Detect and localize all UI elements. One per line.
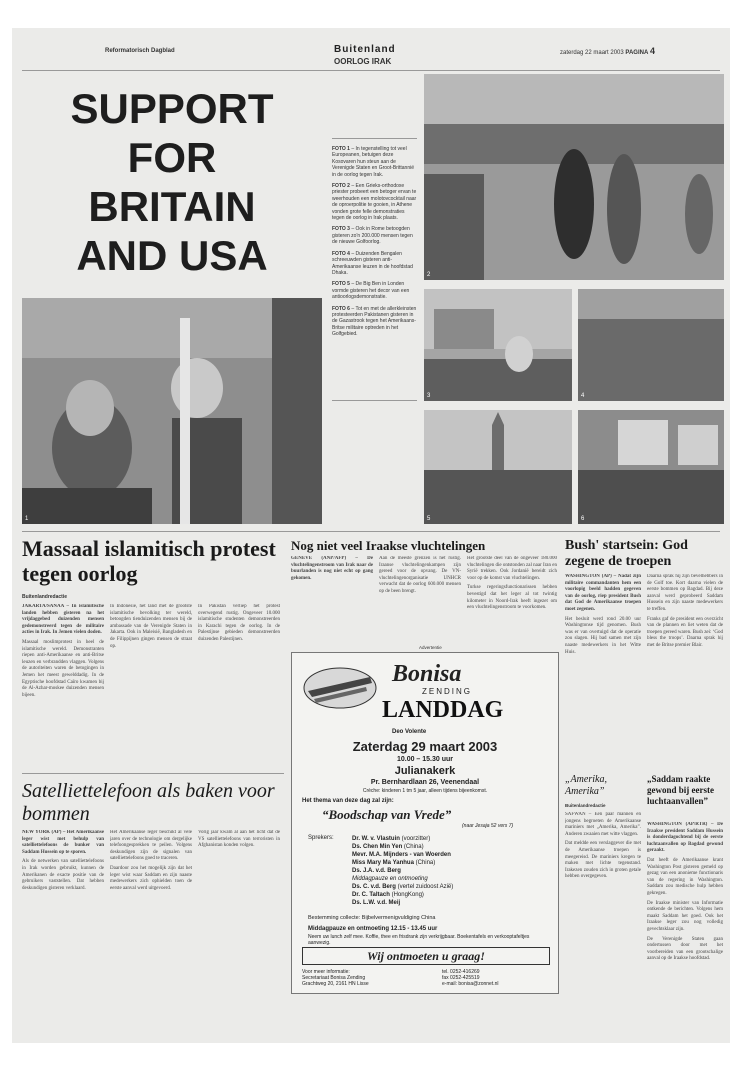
ad-speaker: Mevr. M.A. Mijnders - van Woerden (352, 852, 451, 858)
ad-speaker: Ds. L.W. v.d. Meij (352, 900, 401, 906)
photo-5-illustration (424, 410, 572, 524)
ad-speaker: Dr. C. Taltach (HongKong) (352, 892, 424, 898)
article5-body: SAFWAN – Een paar mannen en jongens begroeten de Amerikaanse mariniers met „Amerika, Amerika”. Anderen zwaaien met witte vlaggen. Dat meldde een verslaggever die met de Amerikaanse troepen is meegereisd. De mariniers kregen te maken met lichte tegenstand. Irakezen zouden zich in groten getale hebben overgegeven. (565, 812, 641, 880)
article2-col2: Aan de meeste grenzen is het rustig. Iraanse vluchtelingenkampen zijn gereed voor de opvang. De VN-vluchtelingenorganisatie UNHCR verwacht dat de oorlog 600.000 mensen op de been brengt. (379, 556, 461, 594)
article2-headline: Nog niet veel Iraakse vluchtelingen (291, 538, 486, 553)
ad-theme: “Boodschap van Vrede” (322, 807, 452, 822)
article3-headline: Bush' startsein: God zegene de troepen (565, 538, 688, 569)
photo-1-illustration (22, 298, 322, 524)
article1-headline: Massaal islamitisch protest tegen oorlog (22, 536, 276, 586)
photo-4-illustration (578, 289, 724, 401)
photo-kosovo-supporters (22, 298, 322, 524)
ad-speaker: Ds. J.A. v.d. Berg (352, 868, 401, 874)
article4-col1: NEW YORK (AP) – Het Amerikaanse leger wist met behulp van satelliettelefoons de bunker van Saddam Hussein op te sporen. Als de netwerken van satelliettelefoons in Irak worden gebruikt, kunnen de Amerikanen de exacte positie van de gebruikers vaststellen. Dat hebben deskundigen gisteren verklaard. (22, 830, 104, 891)
ad-speaker: Ds. Chen Min Yen (China) (352, 844, 424, 850)
photo-6-illustration (578, 410, 724, 524)
photo-captions (332, 146, 417, 343)
photo-rule (22, 531, 720, 532)
photo-number: 2 (427, 272, 431, 278)
hero-title: SUPPORT FOR BRITAIN AND USA (70, 85, 274, 279)
caption-item: FOTO 3 – Ook in Rome betoogden gisteren zo'n 200.000 mensen tegen de nieuwe Golfoorlog. (332, 226, 413, 246)
article1-col3: In Pakistan verliep het protest overwegend rustig. Ongeveer 10.000 islamitische studenten demonstreerden in Karachi tegen de oorlog. In de Palestijnse gebieden demonstreerden duizenden Palestijnen. (198, 604, 280, 642)
ad-afternoon-label: Middagpauze en ontmoeting (352, 876, 428, 882)
ad-motto: Deo Volente (392, 729, 427, 735)
article4-col3: Vorig jaar kwam al aan het licht dat de VS satelliettelefoons van terroristen in Afghanistan konden volgen. (198, 830, 280, 849)
article3-col1: WASHINGTON (AP) – Nadat zijn militaire commandanten hem een voorlopig beeld hadden gegeven van de oorlog, riep president Bush dat God de Amerikaanse troepen moet zegenen. Het besluit werd rond 20.00 uur Washingtonse tijd genomen. Bush was er van overtuigd dat de operatie zou slagen. Hij bad samen met zijn naaste medewerkers in het Witte Huis. (565, 574, 641, 655)
page-label: PAGINA (625, 50, 649, 56)
page-date: zaterdag 22 maart 2003 (560, 50, 624, 56)
ad-contact: Voor meer informatie: Secretariaat Bonisa Zending Grachtweg 20, 2161 HN Lisse (302, 969, 369, 987)
caption-item: FOTO 2 – Een Grieks-orthodoxe priester probeert een betoger ervan te weerhouden een molotovcocktail naar de oproerpolitie te gooien, in Athene vonden grote felle demonstraties tegen de oorlog in Irak plaats. (332, 183, 417, 222)
caption-item: FOTO 4 – Duizenden Bengalen schreeuwden gisteren anti-Amerikaanse leuzen in de hoofdstad Dhaka. (332, 250, 413, 276)
caption-rule-top (332, 138, 417, 139)
photo-number: 4 (581, 393, 585, 399)
ad-date: Zaterdag 29 maart 2003 (352, 739, 498, 754)
header-rule (22, 70, 720, 71)
photo-rome-protest (424, 289, 572, 401)
article-rule (22, 773, 284, 774)
ad-lunch-line: Middagpauze en ontmoeting 12.15 - 13.45 uur (308, 926, 438, 932)
ad-address: Pr. Bernhardlaan 26, Veenendaal (370, 779, 480, 786)
ad-tag: Advertentie (419, 645, 442, 650)
ad-event-title: LANDDAG (382, 697, 504, 723)
photo-gaza-protest (578, 410, 724, 524)
photo-number: 3 (427, 393, 431, 399)
bonisa-logo-icon (300, 663, 380, 713)
ad-speakers-list (352, 835, 453, 907)
ad-venue: Julianakerk (394, 765, 456, 777)
photo-3-illustration (424, 289, 572, 401)
article2-col1: GENÈVE (ANP/AFP) – De vluchtelingenstroom van Irak naar de buurlanden is nog niet echt op gang gekomen. (291, 556, 373, 581)
section-subtitle: OORLOG IRAK (334, 57, 392, 66)
ad-lunch-note: Neem uw lunch zelf mee. Koffie, thee en frisdrank zijn verkrijgbaar. Boekentafels en verkooptafeltjes aanwezig. (308, 934, 530, 946)
newspaper-page (12, 28, 730, 1043)
caption-item: FOTO 5 – De Big Ben in Londen vormde gisteren het decor van een antioorlogsdemonstratie. (332, 281, 410, 301)
caption-item: FOTO 6 – Tot en met de allerkleinsten protesteerden Pakistanen gisteren in de Gazastrook tegen het Amerikaans-Britse militaire optreden in het Golfgebied. (332, 305, 417, 338)
section-title: Buitenland (334, 44, 396, 55)
caption-rule-bottom (332, 400, 417, 401)
article4-col2: Het Amerikaanse leger beschikt al vele jaren over de technologie om dergelijke telefoongesprekken te peilen. Volgens deskundigen zijn de signalen van satelliettelefoons goed te traceren. Daardoor zou het mogelijk zijn dat het leger wist waar Saddam en zijn naaste medewerkers zich ophielden toen de eerste aanval werd uitgevoerd. (110, 830, 192, 891)
article4-headline: Satelliettelefoon als baken voor bommen (22, 780, 275, 825)
article1-col1: JAKARTA/SANAA – In islamitische landen hebben gisteren na het vrijdaggebed duizenden mensen gedemonstreerd tegen de militaire acties in Irak. In Jemen vielen doden. Massaal moslimprotest in heel de islamitische wereld. Demonstranten riepen anti-Amerikaanse en anti-Britse leuzen en verbrandden vlaggen. Volgens de autoriteiten waren de betogingen in Jemen het meest gewelddadig. In de Egyptische hoofdstad Caïro kwamen bij de Al-Azhar-moskee duizenden mensen bijeen. (22, 604, 104, 698)
page-date-line (560, 46, 655, 56)
photo-number: 5 (427, 516, 431, 522)
ad-theme-ref: (naar Jesaja 52 vers 7) (462, 823, 514, 829)
caption-item: FOTO 1 – In tegenstelling tot veel Europeanen, betuigen deze Kosovaren hun steun aan de Verenigde Staten en Groot-Brittannië in de oorlog tegen Irak. (332, 146, 414, 178)
article5-headline: „Amerika, Amerika” (565, 774, 607, 797)
article1-byline: Buitenlandredactie (22, 594, 68, 600)
ad-time: 10.00 – 15.30 uur (396, 756, 454, 763)
photo-dhaka-protest (578, 289, 724, 401)
article3-col2: Daarna sprak hij zijn bevelhebbers in de Golf toe. Kort daarna vielen de eerste bommen op Bagdad. Bij deze aanval werd geprobeerd Saddam Hussein en zijn naaste medewerkers te treffen. Franks gaf de president een overzicht van de plannen en liet weten dat de troepen gereed waren. Bush zei: ‘God bless the troops’. Daarna sprak hij met de Britse premier Blair. (647, 574, 723, 648)
photo-2-illustration (424, 74, 724, 280)
article1-col2: In Indonesië, het land met de grootste islamitische bevolking ter wereld, betoogden tienduizenden mensen bij de ambassade van de Verenigde Staten in Jakarta. Ook in Maleisië, Bangladesh en de Filippijnen gingen mensen de straat op. (110, 604, 192, 649)
bonisa-advertisement (291, 652, 559, 994)
ad-creche: Crèche: kinderen 1 tm 5 jaar, alleen tijdens bijeenkomst. (362, 788, 488, 794)
article2-col3: Het grootste deel van de ongeveer 180.000 vluchtelingen die ontstonden zal naar Iran en Syrië trekken. Ook Jordanië bereidt zich voor op de komst van vluchtelingen. Turkse regeringsfunctionarissen hebben bevestigd dat het leger al tot twintig kilometer in Noord-Irak heeft ingezet om een vluchtelingenstroom te voorkomen. (467, 556, 557, 611)
photo-london-protest (424, 410, 572, 524)
ad-org-name: Bonisa (392, 661, 462, 687)
ad-speaker: Miss Mary Ma Yanhua (China) (352, 860, 436, 866)
photo-athens-protest (424, 74, 724, 280)
ad-speaker: Dr. W. v. Vlastuin (voorzitter) (352, 836, 431, 842)
ad-collection: Bestemming collecte: Bijbelvermenigvuldiging China (308, 915, 436, 921)
article5-byline: Buitenlandredactie (565, 803, 606, 808)
paper-name: Reformatorisch Dagblad (105, 48, 175, 54)
ad-speakers-label: Sprekers: (308, 835, 334, 841)
article6-body: WASHINGTON (AP/RTR) – De Iraakse president Saddam Hussein is donderdagochtend bij de eerste luchtaanvallen op Bagdad gewond geraakt. Dat heeft de Amerikaanse krant Washington Post gisteren gemeld op gezag van een anonieme functionaris van de regering in Washington. Saddam zou medische hulp hebben gekregen. De Iraakse minister van Informatie ontkende de berichten. Volgens hem maakt Saddam het goed. Ook het Iraakse leger zou nog volledig gevechtsklaar zijn. De Verenigde Staten gaan ondertussen door met het voorbereiden van een grootschalige aanval op de Iraakse hoofdstad. (647, 822, 723, 962)
ad-slogan: Wij ontmoeten u graag! (302, 947, 550, 965)
page-number: 4 (649, 46, 655, 56)
ad-contact-details: tel. 0252-416269 fax 0252-425519 e-mail: bonisa@zonnet.nl (442, 969, 499, 987)
ad-org-sub: ZENDING (422, 687, 472, 696)
photo-number: 6 (581, 516, 585, 522)
ad-speaker: Ds. C. v.d. Berg (vertel zuidoost Azië) (352, 884, 454, 890)
photo-number: 1 (25, 516, 29, 522)
ad-theme-label: Het thema van deze dag zal zijn: (302, 798, 394, 804)
article6-headline: „Saddam raakte gewond bij eerste luchtaanvallen” (647, 774, 714, 806)
